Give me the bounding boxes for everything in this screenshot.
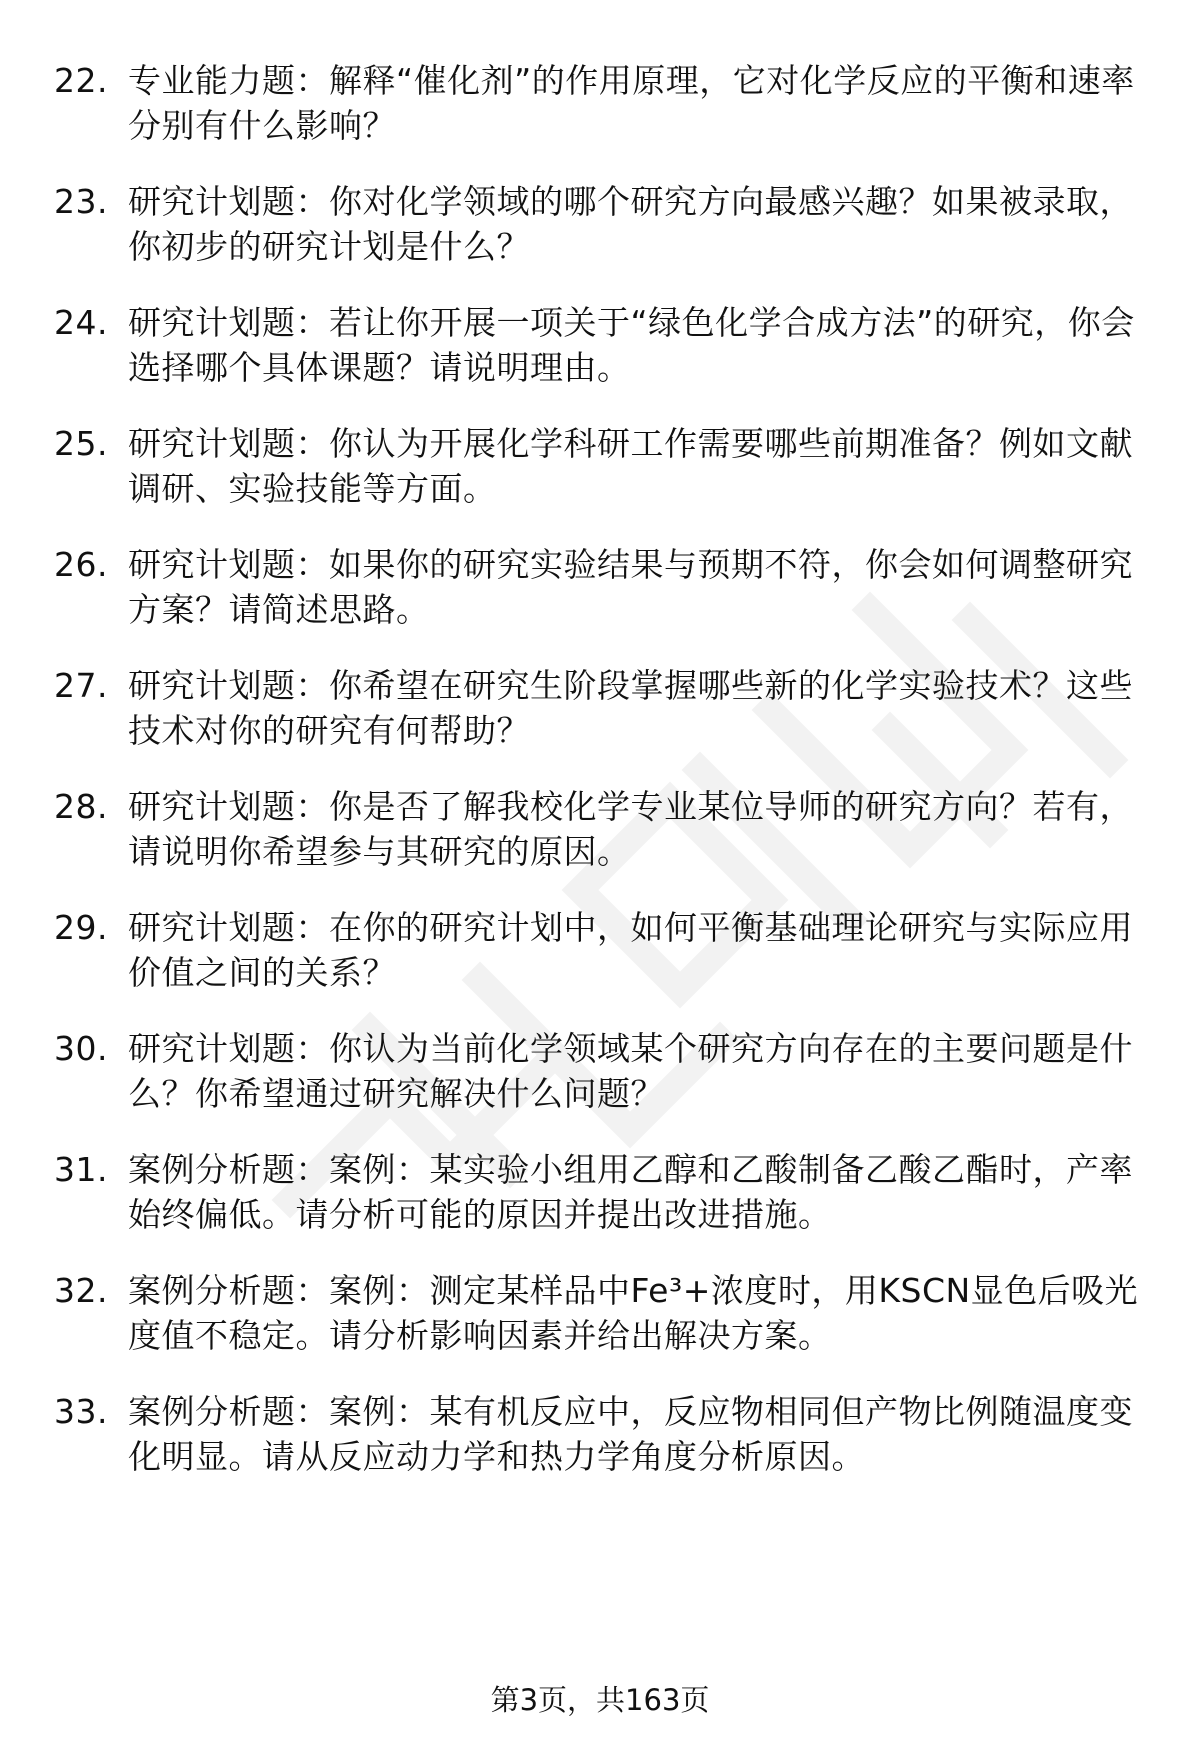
question-item xyxy=(54,905,1144,995)
question-text: 研究计划题：你希望在研究生阶段掌握哪些新的化学实验技术？这些技术对你的研究有何帮助？ xyxy=(128,666,1133,750)
question-text: 研究计划题：若让你开展一项关于“绿色化学合成方法”的研究，你会选择哪个具体课题？请说明理由。 xyxy=(128,303,1135,387)
question-number: 22. xyxy=(54,61,108,100)
question-item xyxy=(54,1147,1144,1237)
question-number: 32. xyxy=(54,1271,108,1310)
question-text: 案例分析题：案例：测定某样品中Fe³+浓度时，用KSCN显色后吸光度值不稳定。请分析影响因素并给出解决方案。 xyxy=(128,1271,1139,1355)
question-text: 案例分析题：案例：某有机反应中，反应物相同但产物比例随温度变化明显。请从反应动力学和热力学角度分析原因。 xyxy=(128,1392,1133,1476)
question-text: 研究计划题：你对化学领域的哪个研究方向最感兴趣？如果被录取，你初步的研究计划是什么？ xyxy=(128,182,1133,266)
question-item xyxy=(54,663,1144,753)
question-item xyxy=(54,1026,1144,1116)
question-list xyxy=(54,58,1144,1510)
question-number: 27. xyxy=(54,666,108,705)
question-number: 30. xyxy=(54,1029,108,1068)
question-text: 研究计划题：你认为当前化学领域某个研究方向存在的主要问题是什么？你希望通过研究解决什么问题？ xyxy=(128,1029,1133,1113)
question-item xyxy=(54,1389,1144,1479)
question-item xyxy=(54,58,1144,148)
question-number: 33. xyxy=(54,1392,108,1431)
question-item xyxy=(54,1268,1144,1358)
question-number: 25. xyxy=(54,424,108,463)
question-number: 23. xyxy=(54,182,108,221)
question-number: 24. xyxy=(54,303,108,342)
question-text: 案例分析题：案例：某实验小组用乙醇和乙酸制备乙酸乙酯时，产率始终偏低。请分析可能的原因并提出改进措施。 xyxy=(128,1150,1133,1234)
question-item xyxy=(54,300,1144,390)
question-text: 研究计划题：在你的研究计划中，如何平衡基础理论研究与实际应用价值之间的关系？ xyxy=(128,908,1133,992)
question-item xyxy=(54,542,1144,632)
question-item xyxy=(54,784,1144,874)
question-text: 专业能力题：解释“催化剂”的作用原理，它对化学反应的平衡和速率分别有什么影响？ xyxy=(128,61,1135,145)
question-text: 研究计划题：如果你的研究实验结果与预期不符，你会如何调整研究方案？请简述思路。 xyxy=(128,545,1133,629)
question-text: 研究计划题：你是否了解我校化学专业某位导师的研究方向？若有，请说明你希望参与其研究的原因。 xyxy=(128,787,1133,871)
question-number: 26. xyxy=(54,545,108,584)
question-number: 29. xyxy=(54,908,108,947)
page-footer: 第3页，共163页 xyxy=(490,1683,710,1717)
question-text: 研究计划题：你认为开展化学科研工作需要哪些前期准备？例如文献调研、实验技能等方面。 xyxy=(128,424,1133,508)
question-number: 31. xyxy=(54,1150,108,1189)
question-number: 28. xyxy=(54,787,108,826)
question-item xyxy=(54,179,1144,269)
question-item xyxy=(54,421,1144,511)
